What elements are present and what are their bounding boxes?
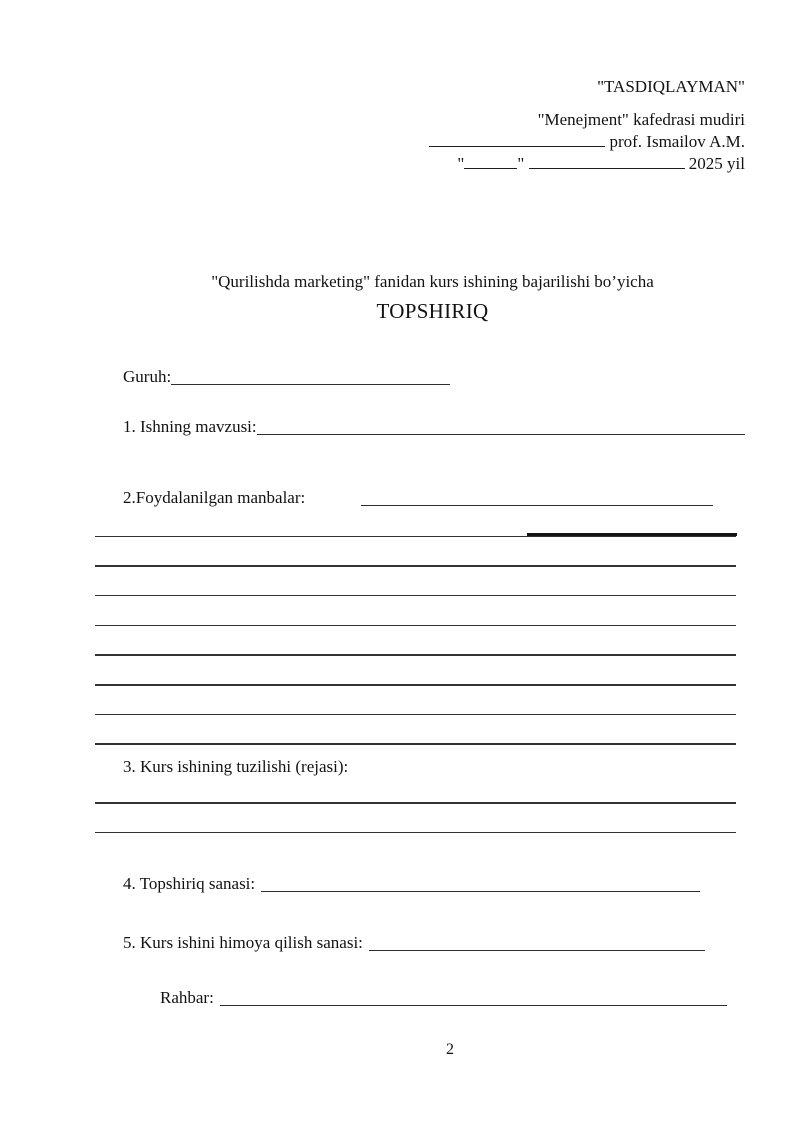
date-quote-close: " (517, 154, 525, 173)
approval-text: "TASDIQLAYMAN" (597, 77, 745, 96)
ruled-line[interactable] (95, 625, 736, 627)
ruled-line[interactable] (95, 565, 736, 567)
structure-label: 3. Kurs ishining tuzilishi (rejasi): (123, 757, 349, 776)
page-number: 2 (446, 1041, 454, 1058)
group-blank-line[interactable] (171, 384, 450, 385)
sources-blank-line[interactable] (361, 505, 713, 506)
signature-blank-line[interactable] (429, 135, 605, 147)
year-text: 2025 yil (688, 154, 745, 173)
ruled-line[interactable] (95, 654, 736, 656)
topic-label: 1. Ishning mavzusi: (123, 417, 257, 436)
professor-name: prof. Ismailov A.M. (609, 132, 745, 151)
date-day-blank[interactable] (464, 157, 517, 169)
signature-row (429, 132, 745, 152)
document-subtitle: "Qurilishda marketing" fanidan kurs ishining bajarilishi bo’yicha (211, 272, 654, 291)
document-heading: TOPSHIRIQ (376, 299, 489, 323)
supervisor-row (160, 987, 727, 1008)
defense-date-blank-line[interactable] (369, 950, 705, 951)
ruled-line[interactable] (95, 743, 736, 745)
ruled-line[interactable] (95, 536, 736, 538)
date-quote-open: " (457, 154, 465, 173)
sources-label: 2.Foydalanilgan manbalar: (123, 488, 306, 507)
group-row (123, 366, 450, 387)
department-head-text: "Menejment" kafedrasi mudiri (537, 110, 745, 129)
topic-blank-line[interactable] (257, 434, 745, 435)
group-label: Guruh: (123, 367, 172, 386)
topic-row (123, 416, 745, 437)
assignment-date-row (123, 873, 700, 894)
sources-row (123, 487, 713, 508)
ruled-line[interactable] (95, 684, 736, 686)
ruled-line[interactable] (95, 714, 736, 716)
supervisor-label: Rahbar: (160, 988, 214, 1007)
ruled-line[interactable] (95, 832, 736, 834)
assignment-date-label: 4. Topshiriq sanasi: (123, 874, 256, 893)
ruled-line[interactable] (95, 802, 736, 804)
date-month-blank[interactable] (529, 157, 685, 169)
defense-date-row (123, 932, 705, 953)
defense-date-label: 5. Kurs ishini himoya qilish sanasi: (123, 933, 363, 952)
ruled-line[interactable] (95, 595, 736, 597)
date-row (457, 154, 745, 174)
supervisor-blank-line[interactable] (220, 1005, 727, 1006)
assignment-date-blank-line[interactable] (261, 891, 700, 892)
